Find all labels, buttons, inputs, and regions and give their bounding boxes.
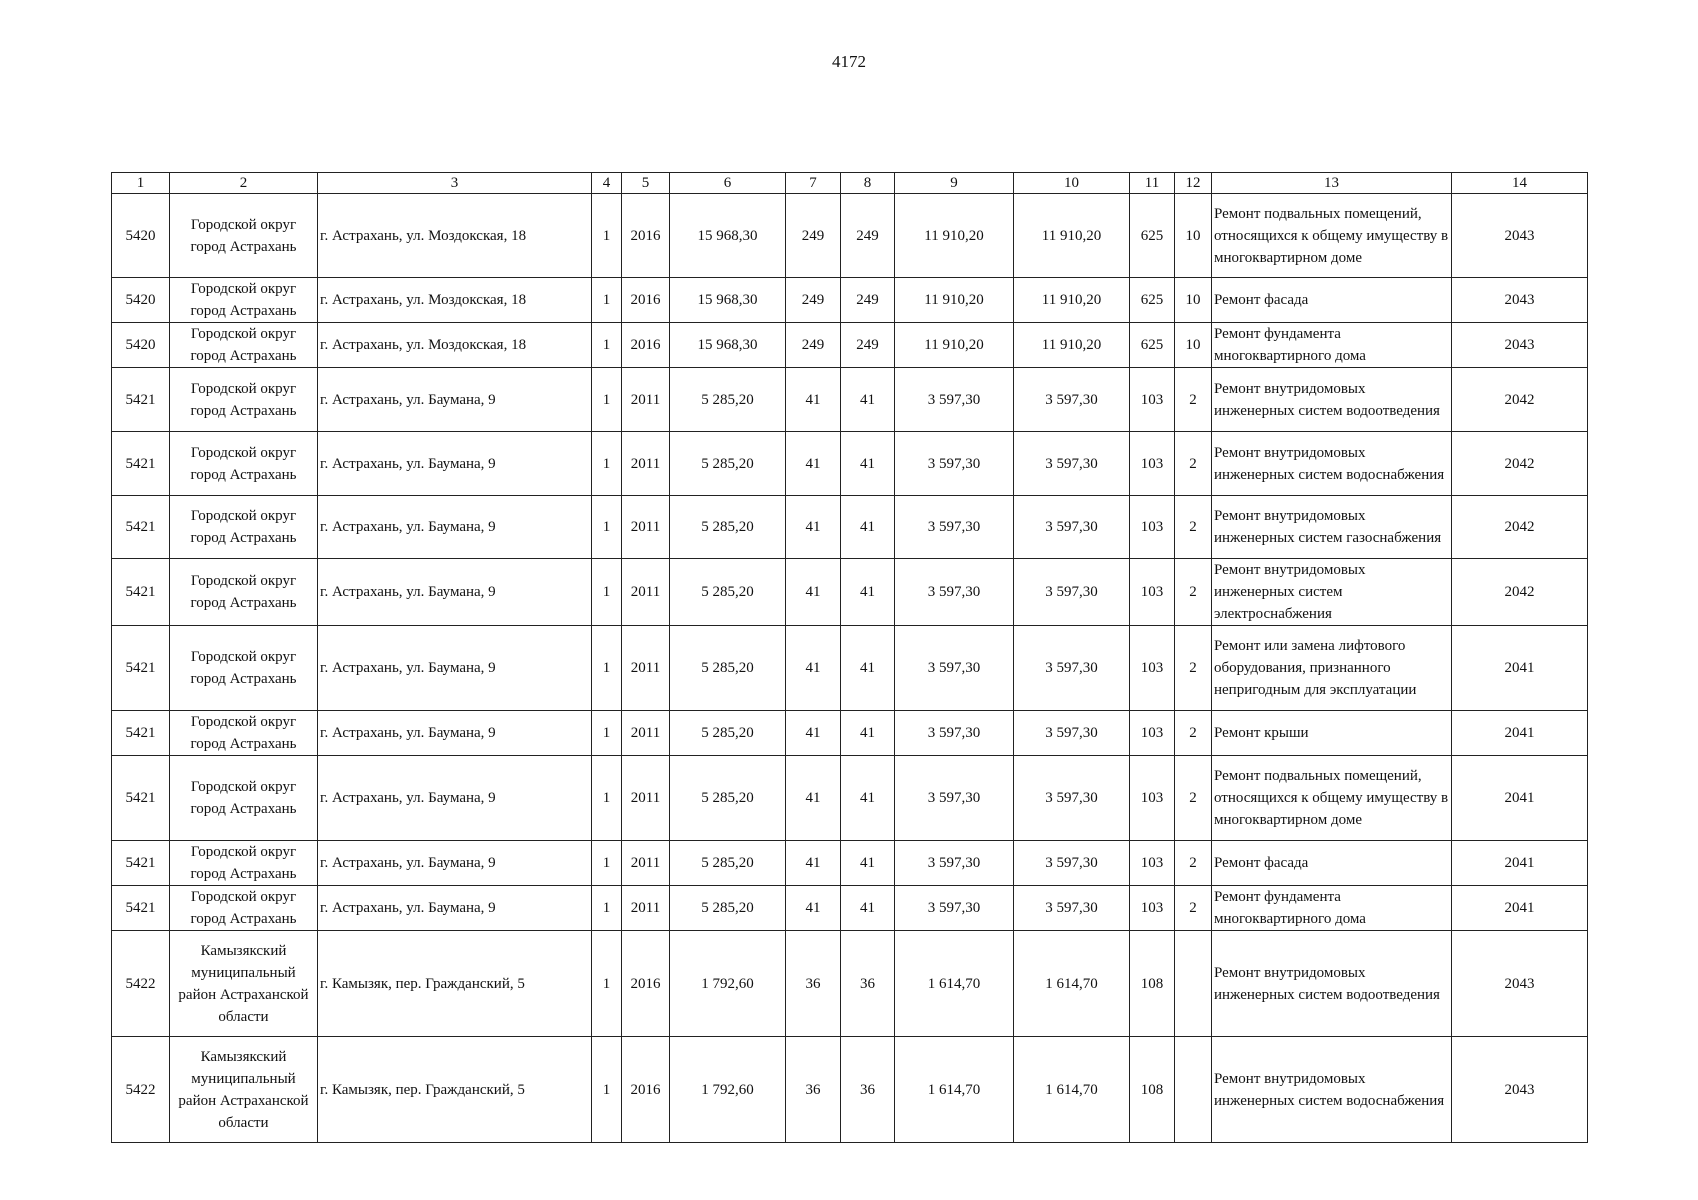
work-type: Ремонт подвальных помещений, относящихся к общему имуществу в многоквартирном доме <box>1212 756 1452 841</box>
table-row <box>112 278 1588 323</box>
cell: 10 <box>1175 278 1212 323</box>
planned-year: 2042 <box>1452 496 1588 559</box>
record-number: 5421 <box>112 432 170 496</box>
cell: 2 <box>1175 626 1212 711</box>
municipality: Городской округ город Астрахань <box>170 323 318 368</box>
record-number: 5422 <box>112 931 170 1037</box>
cell: 1 792,60 <box>670 1037 786 1143</box>
cell: 3 597,30 <box>1014 886 1130 931</box>
cell: 3 597,30 <box>895 559 1014 626</box>
record-number: 5421 <box>112 368 170 432</box>
cell: 625 <box>1130 278 1175 323</box>
cell: 1 <box>592 886 622 931</box>
record-number: 5420 <box>112 194 170 278</box>
cell: 10 <box>1175 323 1212 368</box>
cell: 3 597,30 <box>895 711 1014 756</box>
record-number: 5421 <box>112 559 170 626</box>
municipality: Городской округ город Астрахань <box>170 432 318 496</box>
year: 2011 <box>622 886 670 931</box>
record-number: 5420 <box>112 278 170 323</box>
column-header: 8 <box>841 173 895 194</box>
cell: 103 <box>1130 626 1175 711</box>
cell: 41 <box>841 886 895 931</box>
column-header: 2 <box>170 173 318 194</box>
cell: 41 <box>786 368 841 432</box>
cell: 3 597,30 <box>1014 496 1130 559</box>
municipality: Городской округ город Астрахань <box>170 626 318 711</box>
column-header: 11 <box>1130 173 1175 194</box>
work-type: Ремонт внутридомовых инженерных систем электроснабжения <box>1212 559 1452 626</box>
cell: 41 <box>841 368 895 432</box>
planned-year: 2043 <box>1452 278 1588 323</box>
cell: 108 <box>1130 931 1175 1037</box>
year: 2016 <box>622 323 670 368</box>
planned-year: 2041 <box>1452 841 1588 886</box>
address: г. Астрахань, ул. Баумана, 9 <box>318 841 592 886</box>
cell: 5 285,20 <box>670 559 786 626</box>
table-row <box>112 323 1588 368</box>
cell: 41 <box>841 756 895 841</box>
column-header: 6 <box>670 173 786 194</box>
column-header: 12 <box>1175 173 1212 194</box>
column-header: 13 <box>1212 173 1452 194</box>
record-number: 5420 <box>112 323 170 368</box>
address: г. Астрахань, ул. Баумана, 9 <box>318 886 592 931</box>
cell: 5 285,20 <box>670 711 786 756</box>
work-type: Ремонт фасада <box>1212 841 1452 886</box>
work-type: Ремонт фундамента многоквартирного дома <box>1212 886 1452 931</box>
table-row <box>112 886 1588 931</box>
cell: 3 597,30 <box>1014 711 1130 756</box>
cell: 1 614,70 <box>1014 931 1130 1037</box>
table-row <box>112 1037 1588 1143</box>
cell: 1 <box>592 278 622 323</box>
municipality: Камызякский муниципальный район Астраханской области <box>170 1037 318 1143</box>
cell: 15 968,30 <box>670 194 786 278</box>
year: 2011 <box>622 711 670 756</box>
cell: 36 <box>841 1037 895 1143</box>
year: 2011 <box>622 432 670 496</box>
cell: 108 <box>1130 1037 1175 1143</box>
municipality: Городской округ город Астрахань <box>170 278 318 323</box>
municipality: Городской округ город Астрахань <box>170 559 318 626</box>
planned-year: 2041 <box>1452 711 1588 756</box>
cell: 3 597,30 <box>1014 559 1130 626</box>
cell: 3 597,30 <box>895 841 1014 886</box>
municipality: Городской округ город Астрахань <box>170 711 318 756</box>
record-number: 5421 <box>112 711 170 756</box>
cell: 3 597,30 <box>1014 756 1130 841</box>
work-type: Ремонт внутридомовых инженерных систем водоотведения <box>1212 368 1452 432</box>
municipality: Городской округ город Астрахань <box>170 368 318 432</box>
cell: 41 <box>786 559 841 626</box>
cell: 1 614,70 <box>895 1037 1014 1143</box>
municipality: Городской округ город Астрахань <box>170 841 318 886</box>
record-number: 5421 <box>112 496 170 559</box>
cell: 625 <box>1130 323 1175 368</box>
cell: 103 <box>1130 886 1175 931</box>
cell: 15 968,30 <box>670 323 786 368</box>
cell: 2 <box>1175 368 1212 432</box>
cell: 1 <box>592 559 622 626</box>
cell: 3 597,30 <box>895 432 1014 496</box>
cell: 11 910,20 <box>1014 278 1130 323</box>
column-header: 3 <box>318 173 592 194</box>
municipality: Городской округ город Астрахань <box>170 194 318 278</box>
cell: 249 <box>841 194 895 278</box>
table-row <box>112 711 1588 756</box>
planned-year: 2041 <box>1452 756 1588 841</box>
cell: 5 285,20 <box>670 886 786 931</box>
cell: 5 285,20 <box>670 496 786 559</box>
cell: 103 <box>1130 756 1175 841</box>
cell: 41 <box>841 496 895 559</box>
work-type: Ремонт внутридомовых инженерных систем водоснабжения <box>1212 432 1452 496</box>
address: г. Камызяк, пер. Гражданский, 5 <box>318 1037 592 1143</box>
cell: 2 <box>1175 756 1212 841</box>
cell: 11 910,20 <box>895 323 1014 368</box>
work-type: Ремонт подвальных помещений, относящихся к общему имуществу в многоквартирном доме <box>1212 194 1452 278</box>
planned-year: 2042 <box>1452 559 1588 626</box>
cell: 103 <box>1130 368 1175 432</box>
cell: 15 968,30 <box>670 278 786 323</box>
cell: 41 <box>786 756 841 841</box>
cell: 36 <box>786 1037 841 1143</box>
address: г. Астрахань, ул. Баумана, 9 <box>318 756 592 841</box>
table-row <box>112 931 1588 1037</box>
record-number: 5421 <box>112 886 170 931</box>
municipality: Городской округ город Астрахань <box>170 496 318 559</box>
cell: 103 <box>1130 496 1175 559</box>
year: 2011 <box>622 841 670 886</box>
planned-year: 2043 <box>1452 194 1588 278</box>
record-number: 5421 <box>112 841 170 886</box>
planned-year: 2041 <box>1452 626 1588 711</box>
cell: 2 <box>1175 711 1212 756</box>
year: 2011 <box>622 496 670 559</box>
cell: 1 614,70 <box>1014 1037 1130 1143</box>
cell: 2 <box>1175 841 1212 886</box>
year: 2016 <box>622 1037 670 1143</box>
cell: 3 597,30 <box>1014 368 1130 432</box>
cell: 11 910,20 <box>895 194 1014 278</box>
year: 2011 <box>622 626 670 711</box>
cell: 249 <box>786 194 841 278</box>
cell: 3 597,30 <box>895 756 1014 841</box>
cell: 1 <box>592 931 622 1037</box>
cell: 5 285,20 <box>670 626 786 711</box>
work-type: Ремонт фундамента многоквартирного дома <box>1212 323 1452 368</box>
table-row <box>112 626 1588 711</box>
address: г. Астрахань, ул. Баумана, 9 <box>318 626 592 711</box>
column-header: 9 <box>895 173 1014 194</box>
cell: 625 <box>1130 194 1175 278</box>
cell: 2 <box>1175 886 1212 931</box>
work-type: Ремонт или замена лифтового оборудования, признанного непригодным для эксплуатации <box>1212 626 1452 711</box>
column-header: 1 <box>112 173 170 194</box>
record-number: 5421 <box>112 756 170 841</box>
cell: 10 <box>1175 194 1212 278</box>
table-row <box>112 841 1588 886</box>
planned-year: 2043 <box>1452 323 1588 368</box>
municipality: Городской округ город Астрахань <box>170 886 318 931</box>
cell: 1 792,60 <box>670 931 786 1037</box>
cell: 1 614,70 <box>895 931 1014 1037</box>
cell: 103 <box>1130 559 1175 626</box>
cell: 2 <box>1175 559 1212 626</box>
cell: 41 <box>786 432 841 496</box>
cell: 1 <box>592 711 622 756</box>
page-number: 4172 <box>832 52 866 71</box>
address: г. Камызяк, пер. Гражданский, 5 <box>318 931 592 1037</box>
table-row <box>112 559 1588 626</box>
year: 2016 <box>622 194 670 278</box>
cell: 11 910,20 <box>895 278 1014 323</box>
work-type: Ремонт крыши <box>1212 711 1452 756</box>
cell: 1 <box>592 323 622 368</box>
cell: 36 <box>841 931 895 1037</box>
planned-year: 2041 <box>1452 886 1588 931</box>
column-header: 10 <box>1014 173 1130 194</box>
cell: 3 597,30 <box>895 626 1014 711</box>
cell <box>1175 931 1212 1037</box>
address: г. Астрахань, ул. Баумана, 9 <box>318 559 592 626</box>
cell: 3 597,30 <box>895 886 1014 931</box>
cell: 5 285,20 <box>670 368 786 432</box>
cell: 5 285,20 <box>670 841 786 886</box>
year: 2016 <box>622 278 670 323</box>
year: 2011 <box>622 368 670 432</box>
cell: 41 <box>841 841 895 886</box>
cell: 41 <box>841 711 895 756</box>
municipality: Городской округ город Астрахань <box>170 756 318 841</box>
cell: 1 <box>592 496 622 559</box>
cell: 41 <box>786 841 841 886</box>
record-number: 5422 <box>112 1037 170 1143</box>
column-header: 5 <box>622 173 670 194</box>
work-type: Ремонт внутридомовых инженерных систем газоснабжения <box>1212 496 1452 559</box>
record-number: 5421 <box>112 626 170 711</box>
address: г. Астрахань, ул. Баумана, 9 <box>318 711 592 756</box>
table-row <box>112 496 1588 559</box>
cell: 3 597,30 <box>895 368 1014 432</box>
cell: 36 <box>786 931 841 1037</box>
work-type: Ремонт фасада <box>1212 278 1452 323</box>
column-header: 4 <box>592 173 622 194</box>
address: г. Астрахань, ул. Баумана, 9 <box>318 496 592 559</box>
cell: 2 <box>1175 496 1212 559</box>
cell: 1 <box>592 626 622 711</box>
cell: 11 910,20 <box>1014 323 1130 368</box>
table-row <box>112 194 1588 278</box>
cell: 1 <box>592 368 622 432</box>
registry-table <box>111 172 1588 1143</box>
cell: 3 597,30 <box>1014 841 1130 886</box>
cell: 1 <box>592 841 622 886</box>
cell: 103 <box>1130 841 1175 886</box>
planned-year: 2042 <box>1452 432 1588 496</box>
year: 2011 <box>622 559 670 626</box>
cell: 249 <box>841 323 895 368</box>
year: 2011 <box>622 756 670 841</box>
address: г. Астрахань, ул. Баумана, 9 <box>318 432 592 496</box>
cell: 1 <box>592 194 622 278</box>
work-type: Ремонт внутридомовых инженерных систем водоснабжения <box>1212 1037 1452 1143</box>
cell: 1 <box>592 432 622 496</box>
cell: 5 285,20 <box>670 432 786 496</box>
cell: 41 <box>841 559 895 626</box>
cell: 41 <box>841 432 895 496</box>
column-header: 7 <box>786 173 841 194</box>
cell <box>1175 1037 1212 1143</box>
column-header: 14 <box>1452 173 1588 194</box>
cell: 3 597,30 <box>1014 432 1130 496</box>
header-row <box>112 173 1588 194</box>
cell: 2 <box>1175 432 1212 496</box>
year: 2016 <box>622 931 670 1037</box>
cell: 11 910,20 <box>1014 194 1130 278</box>
cell: 103 <box>1130 432 1175 496</box>
address: г. Астрахань, ул. Моздокская, 18 <box>318 323 592 368</box>
cell: 1 <box>592 756 622 841</box>
planned-year: 2043 <box>1452 931 1588 1037</box>
cell: 1 <box>592 1037 622 1143</box>
planned-year: 2042 <box>1452 368 1588 432</box>
work-type: Ремонт внутридомовых инженерных систем водоотведения <box>1212 931 1452 1037</box>
planned-year: 2043 <box>1452 1037 1588 1143</box>
address: г. Астрахань, ул. Баумана, 9 <box>318 368 592 432</box>
cell: 41 <box>786 496 841 559</box>
cell: 41 <box>786 626 841 711</box>
table-row <box>112 368 1588 432</box>
cell: 3 597,30 <box>1014 626 1130 711</box>
cell: 41 <box>786 711 841 756</box>
address: г. Астрахань, ул. Моздокская, 18 <box>318 194 592 278</box>
cell: 249 <box>786 323 841 368</box>
table-row <box>112 432 1588 496</box>
cell: 249 <box>786 278 841 323</box>
cell: 41 <box>841 626 895 711</box>
municipality: Камызякский муниципальный район Астраханской области <box>170 931 318 1037</box>
cell: 3 597,30 <box>895 496 1014 559</box>
address: г. Астрахань, ул. Моздокская, 18 <box>318 278 592 323</box>
cell: 41 <box>786 886 841 931</box>
cell: 103 <box>1130 711 1175 756</box>
cell: 5 285,20 <box>670 756 786 841</box>
cell: 249 <box>841 278 895 323</box>
table-row <box>112 756 1588 841</box>
